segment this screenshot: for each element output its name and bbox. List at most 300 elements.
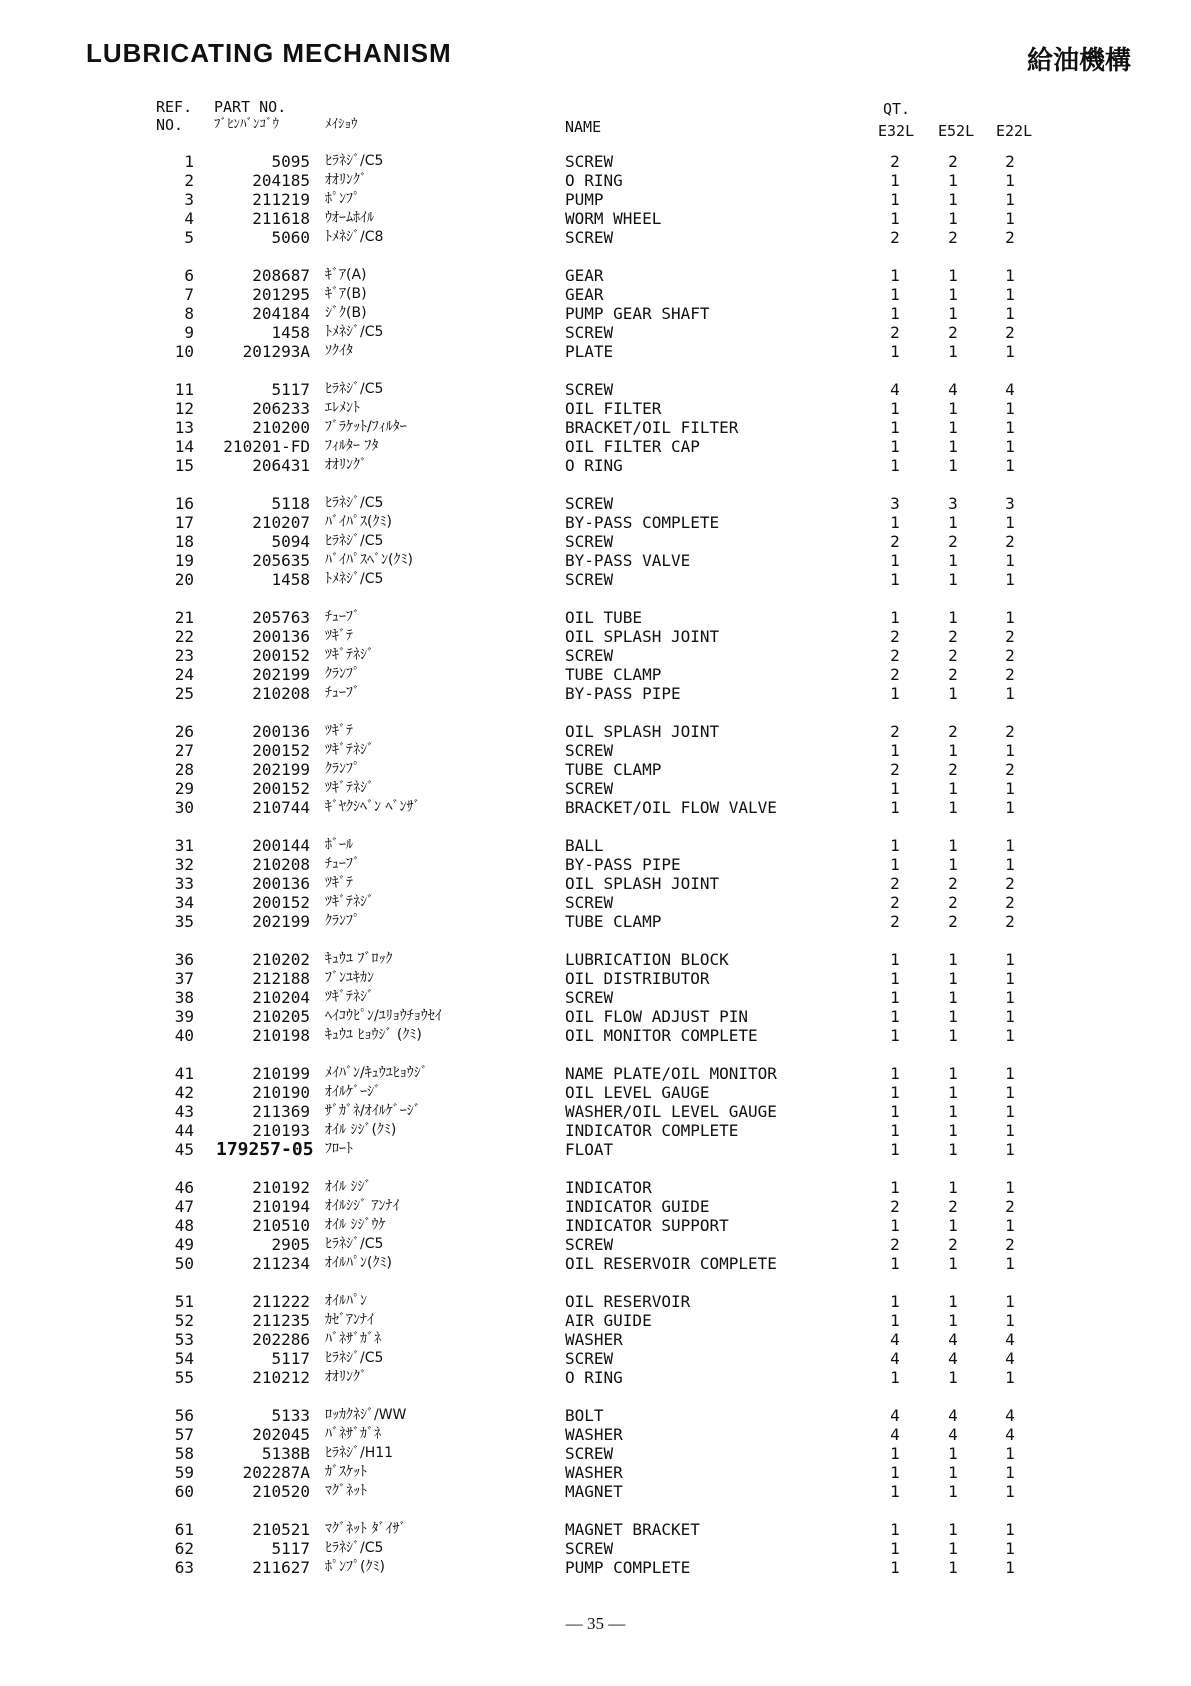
ref-number: 22 bbox=[174, 627, 194, 646]
qty-e22l: 1 bbox=[1005, 1558, 1015, 1577]
qty-e52l: 1 bbox=[948, 266, 958, 285]
part-number: 202287A bbox=[242, 1463, 310, 1482]
table-row bbox=[0, 418, 1191, 437]
part-name: BY-PASS PIPE bbox=[565, 855, 681, 874]
table-row bbox=[0, 1254, 1191, 1273]
ref-number: 44 bbox=[174, 1121, 194, 1140]
ref-number: 28 bbox=[174, 760, 194, 779]
qty-e52l: 1 bbox=[948, 437, 958, 456]
part-name: SCREW bbox=[565, 228, 614, 247]
ref-number: 63 bbox=[174, 1558, 194, 1577]
qty-e32l: 1 bbox=[890, 798, 900, 817]
table-row bbox=[0, 1558, 1191, 1577]
qty-e52l: 1 bbox=[948, 285, 958, 304]
part-name: SCREW bbox=[565, 152, 614, 171]
qty-e32l: 4 bbox=[890, 380, 900, 399]
qty-e52l: 2 bbox=[948, 323, 958, 342]
ref-number: 54 bbox=[174, 1349, 194, 1368]
japanese-name: ｸﾗﾝﾌﾟ bbox=[325, 666, 360, 682]
part-name: PUMP COMPLETE bbox=[565, 1558, 691, 1577]
table-row bbox=[0, 1368, 1191, 1387]
part-number: 202199 bbox=[252, 912, 310, 931]
japanese-name: ﾋﾗﾈｼﾞ/C5 bbox=[325, 153, 384, 169]
part-name: SCREW bbox=[565, 741, 614, 760]
japanese-name: ﾊﾞﾈｻﾞｶﾞﾈ bbox=[325, 1331, 381, 1347]
ref-number: 31 bbox=[174, 836, 194, 855]
qty-e52l: 2 bbox=[948, 722, 958, 741]
qty-e32l: 1 bbox=[890, 1083, 900, 1102]
japanese-name: ﾋﾗﾈｼﾞ/C5 bbox=[325, 1350, 384, 1366]
ref-number: 27 bbox=[174, 741, 194, 760]
qty-e52l: 1 bbox=[948, 950, 958, 969]
row-group bbox=[0, 152, 1191, 247]
part-number: 210192 bbox=[252, 1178, 310, 1197]
qty-e52l: 2 bbox=[948, 228, 958, 247]
qty-e52l: 1 bbox=[948, 1121, 958, 1140]
qty-e32l: 1 bbox=[890, 1121, 900, 1140]
qty-e22l: 2 bbox=[1005, 532, 1015, 551]
header-kana: ﾒｲｼｮｳ bbox=[325, 117, 358, 132]
part-name: TUBE CLAMP bbox=[565, 665, 662, 684]
ref-number: 57 bbox=[174, 1425, 194, 1444]
part-number: 210204 bbox=[252, 988, 310, 1007]
ref-number: 33 bbox=[174, 874, 194, 893]
part-number: 205763 bbox=[252, 608, 310, 627]
part-name: SCREW bbox=[565, 1444, 614, 1463]
row-group bbox=[0, 1520, 1191, 1577]
header-q3: E22L bbox=[996, 122, 1033, 140]
japanese-name: ｴﾚﾒﾝﾄ bbox=[325, 400, 360, 416]
table-row bbox=[0, 760, 1191, 779]
qty-e32l: 1 bbox=[890, 1520, 900, 1539]
ref-number: 62 bbox=[174, 1539, 194, 1558]
qty-e32l: 1 bbox=[890, 1026, 900, 1045]
japanese-name: ｵｵﾘﾝｸﾞ bbox=[325, 172, 367, 188]
ref-number: 11 bbox=[174, 380, 194, 399]
part-name: TUBE CLAMP bbox=[565, 760, 662, 779]
part-number: 210744 bbox=[252, 798, 310, 817]
part-number: 5117 bbox=[271, 1349, 310, 1368]
qty-e22l: 1 bbox=[1005, 969, 1015, 988]
table-row bbox=[0, 494, 1191, 513]
part-number: 201293A bbox=[242, 342, 310, 361]
qty-e32l: 2 bbox=[890, 665, 900, 684]
qty-e22l: 1 bbox=[1005, 399, 1015, 418]
qty-e52l: 1 bbox=[948, 570, 958, 589]
part-name: LUBRICATION BLOCK bbox=[565, 950, 729, 969]
table-row bbox=[0, 1102, 1191, 1121]
qty-e32l: 1 bbox=[890, 342, 900, 361]
row-group bbox=[0, 380, 1191, 475]
qty-e22l: 2 bbox=[1005, 646, 1015, 665]
qty-e52l: 1 bbox=[948, 969, 958, 988]
japanese-name: ｼﾞｸ(B) bbox=[325, 305, 367, 321]
qty-e32l: 1 bbox=[890, 1254, 900, 1273]
japanese-name: ﾊﾞﾈｻﾞｶﾞﾈ bbox=[325, 1426, 381, 1442]
table-row bbox=[0, 1520, 1191, 1539]
qty-e52l: 1 bbox=[948, 209, 958, 228]
part-number: 210207 bbox=[252, 513, 310, 532]
ref-number: 52 bbox=[174, 1311, 194, 1330]
qty-e22l: 1 bbox=[1005, 342, 1015, 361]
part-name: OIL DISTRIBUTOR bbox=[565, 969, 710, 988]
qty-e32l: 1 bbox=[890, 1463, 900, 1482]
qty-e52l: 1 bbox=[948, 171, 958, 190]
ref-number: 5 bbox=[184, 228, 194, 247]
part-name: OIL RESERVOIR bbox=[565, 1292, 691, 1311]
qty-e52l: 1 bbox=[948, 1254, 958, 1273]
qty-e22l: 1 bbox=[1005, 209, 1015, 228]
qty-e52l: 2 bbox=[948, 532, 958, 551]
qty-e52l: 1 bbox=[948, 551, 958, 570]
qty-e22l: 1 bbox=[1005, 1539, 1015, 1558]
qty-e52l: 1 bbox=[948, 1064, 958, 1083]
table-row bbox=[0, 646, 1191, 665]
qty-e22l: 1 bbox=[1005, 1102, 1015, 1121]
japanese-name: ｷﾞﾔｸｼﾍﾞﾝ ﾍﾞﾝｻﾞ bbox=[325, 799, 421, 815]
part-name: MAGNET bbox=[565, 1482, 623, 1501]
qty-e52l: 1 bbox=[948, 1558, 958, 1577]
qty-e32l: 1 bbox=[890, 456, 900, 475]
japanese-name: ﾄﾒﾈｼﾞ/C8 bbox=[325, 229, 384, 245]
qty-e52l: 1 bbox=[948, 1444, 958, 1463]
qty-e32l: 1 bbox=[890, 1064, 900, 1083]
row-group bbox=[0, 266, 1191, 361]
qty-e22l: 1 bbox=[1005, 1026, 1015, 1045]
qty-e52l: 1 bbox=[948, 988, 958, 1007]
part-name: INDICATOR SUPPORT bbox=[565, 1216, 729, 1235]
qty-e52l: 2 bbox=[948, 646, 958, 665]
japanese-name: ｿｸｲﾀ bbox=[325, 343, 353, 359]
qty-e22l: 3 bbox=[1005, 494, 1015, 513]
table-row bbox=[0, 190, 1191, 209]
ref-number: 46 bbox=[174, 1178, 194, 1197]
header-part-line1: PART NO. bbox=[214, 98, 287, 116]
table-row bbox=[0, 1007, 1191, 1026]
part-name: WASHER/OIL LEVEL GAUGE bbox=[565, 1102, 777, 1121]
qty-e32l: 2 bbox=[890, 1197, 900, 1216]
table-row bbox=[0, 627, 1191, 646]
ref-number: 2 bbox=[184, 171, 194, 190]
japanese-name: ﾄﾒﾈｼﾞ/C5 bbox=[325, 571, 384, 587]
qty-e22l: 1 bbox=[1005, 551, 1015, 570]
part-name: WASHER bbox=[565, 1330, 623, 1349]
row-group bbox=[0, 950, 1191, 1045]
qty-e52l: 1 bbox=[948, 1311, 958, 1330]
japanese-name: ﾋﾗﾈｼﾞ/C5 bbox=[325, 1540, 384, 1556]
ref-number: 45 bbox=[174, 1140, 194, 1159]
part-number: 206233 bbox=[252, 399, 310, 418]
ref-number: 43 bbox=[174, 1102, 194, 1121]
qty-e52l: 4 bbox=[948, 1330, 958, 1349]
qty-e22l: 1 bbox=[1005, 304, 1015, 323]
table-row bbox=[0, 988, 1191, 1007]
page-number: — 35 — bbox=[565, 1614, 626, 1633]
ref-number: 20 bbox=[174, 570, 194, 589]
part-number: 211618 bbox=[252, 209, 310, 228]
row-group bbox=[0, 836, 1191, 931]
ref-number: 3 bbox=[184, 190, 194, 209]
japanese-name: ｵｲﾙｹﾞｰｼﾞ bbox=[325, 1084, 381, 1100]
part-name: PLATE bbox=[565, 342, 614, 361]
part-number: 210202 bbox=[252, 950, 310, 969]
japanese-name: ﾂｷﾞﾃﾈｼﾞ bbox=[325, 780, 374, 796]
japanese-name: ﾂｷﾞﾃ bbox=[325, 875, 353, 891]
part-number: 202199 bbox=[252, 760, 310, 779]
ref-number: 61 bbox=[174, 1520, 194, 1539]
part-number: 200136 bbox=[252, 722, 310, 741]
ref-number: 19 bbox=[174, 551, 194, 570]
qty-e22l: 2 bbox=[1005, 760, 1015, 779]
part-name: SCREW bbox=[565, 323, 614, 342]
table-row bbox=[0, 1026, 1191, 1045]
qty-e32l: 1 bbox=[890, 1558, 900, 1577]
qty-e52l: 4 bbox=[948, 1425, 958, 1444]
japanese-name: ﾌﾛｰﾄ bbox=[325, 1141, 353, 1157]
table-row bbox=[0, 1235, 1191, 1254]
qty-e52l: 2 bbox=[948, 152, 958, 171]
parts-table bbox=[0, 152, 1191, 1596]
japanese-name: ﾄﾒﾈｼﾞ/C5 bbox=[325, 324, 384, 340]
part-number: 211219 bbox=[252, 190, 310, 209]
table-row bbox=[0, 950, 1191, 969]
part-number: 208687 bbox=[252, 266, 310, 285]
qty-e32l: 4 bbox=[890, 1425, 900, 1444]
japanese-name: ﾁｭｰﾌﾞ bbox=[325, 685, 360, 701]
table-row bbox=[0, 323, 1191, 342]
part-number: 200152 bbox=[252, 779, 310, 798]
qty-e32l: 2 bbox=[890, 627, 900, 646]
japanese-name: ｷｭｳﾕ ﾌﾞﾛｯｸ bbox=[325, 951, 393, 967]
table-row bbox=[0, 1121, 1191, 1140]
qty-e22l: 1 bbox=[1005, 1368, 1015, 1387]
qty-e22l: 1 bbox=[1005, 266, 1015, 285]
ref-number: 40 bbox=[174, 1026, 194, 1045]
part-number: 210190 bbox=[252, 1083, 310, 1102]
table-row bbox=[0, 532, 1191, 551]
japanese-name: ﾌｨﾙﾀｰ ﾌﾀ bbox=[325, 438, 379, 454]
qty-e32l: 2 bbox=[890, 228, 900, 247]
ref-number: 24 bbox=[174, 665, 194, 684]
japanese-name: ﾁｭｰﾌﾞ bbox=[325, 609, 360, 625]
table-row bbox=[0, 1083, 1191, 1102]
part-name: OIL SPLASH JOINT bbox=[565, 874, 720, 893]
ref-number: 49 bbox=[174, 1235, 194, 1254]
qty-e22l: 1 bbox=[1005, 190, 1015, 209]
japanese-name: ｵｲﾙ ｼｼﾞ(ｸﾐ) bbox=[325, 1122, 397, 1138]
qty-e52l: 3 bbox=[948, 494, 958, 513]
qty-e22l: 2 bbox=[1005, 152, 1015, 171]
ref-number: 29 bbox=[174, 779, 194, 798]
table-row bbox=[0, 798, 1191, 817]
ref-number: 55 bbox=[174, 1368, 194, 1387]
japanese-name: ﾛｯｶｸﾈｼﾞ/WW bbox=[325, 1407, 407, 1423]
ref-number: 37 bbox=[174, 969, 194, 988]
qty-e52l: 1 bbox=[948, 684, 958, 703]
qty-e32l: 1 bbox=[890, 969, 900, 988]
qty-e32l: 4 bbox=[890, 1330, 900, 1349]
part-number: 202286 bbox=[252, 1330, 310, 1349]
qty-e52l: 1 bbox=[948, 1216, 958, 1235]
part-name: TUBE CLAMP bbox=[565, 912, 662, 931]
part-name: GEAR bbox=[565, 266, 604, 285]
qty-e52l: 1 bbox=[948, 1140, 958, 1159]
ref-number: 9 bbox=[184, 323, 194, 342]
part-number: 1458 bbox=[271, 323, 310, 342]
qty-e32l: 1 bbox=[890, 399, 900, 418]
qty-e32l: 2 bbox=[890, 722, 900, 741]
page-title: LUBRICATING MECHANISM bbox=[86, 38, 452, 68]
qty-e52l: 2 bbox=[948, 893, 958, 912]
qty-e32l: 1 bbox=[890, 266, 900, 285]
japanese-name: ｳｵｰﾑﾎｲﾙ bbox=[325, 210, 374, 226]
qty-e52l: 1 bbox=[948, 1083, 958, 1102]
japanese-name: ﾎﾟﾝﾌﾟ(ｸﾐ) bbox=[325, 1559, 385, 1575]
table-row bbox=[0, 836, 1191, 855]
part-name: WASHER bbox=[565, 1463, 623, 1482]
part-number: 211369 bbox=[252, 1102, 310, 1121]
qty-e22l: 1 bbox=[1005, 1520, 1015, 1539]
qty-e32l: 1 bbox=[890, 779, 900, 798]
qty-e52l: 1 bbox=[948, 1463, 958, 1482]
table-row bbox=[0, 969, 1191, 988]
part-name: SCREW bbox=[565, 779, 614, 798]
qty-e52l: 4 bbox=[948, 1349, 958, 1368]
part-number: 211627 bbox=[252, 1558, 310, 1577]
qty-e22l: 1 bbox=[1005, 1254, 1015, 1273]
japanese-name: ｵｲﾙﾊﾟﾝ bbox=[325, 1293, 367, 1309]
ref-number: 36 bbox=[174, 950, 194, 969]
qty-e22l: 1 bbox=[1005, 741, 1015, 760]
ref-number: 10 bbox=[174, 342, 194, 361]
ref-number: 21 bbox=[174, 608, 194, 627]
qty-e32l: 1 bbox=[890, 1007, 900, 1026]
qty-e52l: 2 bbox=[948, 627, 958, 646]
part-name: OIL FILTER bbox=[565, 399, 662, 418]
qty-e52l: 1 bbox=[948, 1178, 958, 1197]
part-number: 211222 bbox=[252, 1292, 310, 1311]
part-name: WORM WHEEL bbox=[565, 209, 662, 228]
part-name: SCREW bbox=[565, 988, 614, 1007]
ref-number: 42 bbox=[174, 1083, 194, 1102]
qty-e52l: 1 bbox=[948, 1482, 958, 1501]
japanese-name: ｻﾞｶﾞﾈ/ｵｲﾙｹﾞｰｼﾞ bbox=[325, 1103, 421, 1119]
qty-e32l: 1 bbox=[890, 285, 900, 304]
qty-e52l: 1 bbox=[948, 418, 958, 437]
table-row bbox=[0, 722, 1191, 741]
header-ref bbox=[156, 98, 192, 134]
table-row bbox=[0, 1463, 1191, 1482]
qty-e32l: 4 bbox=[890, 1406, 900, 1425]
part-name: OIL FILTER CAP bbox=[565, 437, 700, 456]
japanese-name: ﾌﾞﾗｹｯﾄ/ﾌｨﾙﾀｰ bbox=[325, 419, 407, 435]
qty-e52l: 2 bbox=[948, 760, 958, 779]
ref-number: 17 bbox=[174, 513, 194, 532]
table-row bbox=[0, 380, 1191, 399]
japanese-name: ﾊﾞｲﾊﾟｽ(ｸﾐ) bbox=[325, 514, 392, 530]
ref-number: 12 bbox=[174, 399, 194, 418]
japanese-name: ﾂｷﾞﾃﾈｼﾞ bbox=[325, 647, 374, 663]
ref-number: 16 bbox=[174, 494, 194, 513]
qty-e32l: 2 bbox=[890, 646, 900, 665]
part-name: BOLT bbox=[565, 1406, 604, 1425]
qty-e22l: 4 bbox=[1005, 1406, 1015, 1425]
qty-e22l: 1 bbox=[1005, 608, 1015, 627]
qty-e22l: 2 bbox=[1005, 665, 1015, 684]
qty-e52l: 1 bbox=[948, 1102, 958, 1121]
part-name: PUMP GEAR SHAFT bbox=[565, 304, 710, 323]
qty-e22l: 1 bbox=[1005, 1121, 1015, 1140]
table-row bbox=[0, 665, 1191, 684]
part-number: 179257-05 bbox=[216, 1139, 314, 1160]
table-row bbox=[0, 171, 1191, 190]
qty-e22l: 1 bbox=[1005, 418, 1015, 437]
qty-e22l: 2 bbox=[1005, 722, 1015, 741]
part-name: SCREW bbox=[565, 494, 614, 513]
qty-e32l: 1 bbox=[890, 551, 900, 570]
part-name: SCREW bbox=[565, 893, 614, 912]
qty-e52l: 1 bbox=[948, 1368, 958, 1387]
qty-e22l: 2 bbox=[1005, 912, 1015, 931]
qty-e22l: 2 bbox=[1005, 1197, 1015, 1216]
part-name: PUMP bbox=[565, 190, 604, 209]
part-name: SCREW bbox=[565, 570, 614, 589]
japanese-name: ｷﾞｱ(B) bbox=[325, 286, 367, 302]
qty-e52l: 1 bbox=[948, 304, 958, 323]
table-row bbox=[0, 152, 1191, 171]
part-number: 211234 bbox=[252, 1254, 310, 1273]
part-number: 204184 bbox=[252, 304, 310, 323]
japanese-name: ﾋﾗﾈｼﾞ/C5 bbox=[325, 495, 384, 511]
header-ref-line2: NO. bbox=[156, 116, 184, 134]
table-row bbox=[0, 437, 1191, 456]
table-row bbox=[0, 855, 1191, 874]
japanese-name: ﾂｷﾞﾃﾈｼﾞ bbox=[325, 989, 374, 1005]
part-name: BY-PASS VALVE bbox=[565, 551, 691, 570]
table-row bbox=[0, 1349, 1191, 1368]
part-name: OIL MONITOR COMPLETE bbox=[565, 1026, 758, 1045]
ref-number: 51 bbox=[174, 1292, 194, 1311]
qty-e52l: 4 bbox=[948, 380, 958, 399]
row-group bbox=[0, 1178, 1191, 1273]
qty-e22l: 1 bbox=[1005, 1140, 1015, 1159]
qty-e22l: 1 bbox=[1005, 684, 1015, 703]
qty-e22l: 1 bbox=[1005, 855, 1015, 874]
row-group bbox=[0, 494, 1191, 589]
table-row bbox=[0, 912, 1191, 931]
part-number: 200136 bbox=[252, 874, 310, 893]
japanese-name: ｵｲﾙｼｼﾞ ｱﾝﾅｲ bbox=[325, 1198, 400, 1214]
qty-e32l: 2 bbox=[890, 874, 900, 893]
qty-e22l: 1 bbox=[1005, 1311, 1015, 1330]
qty-e22l: 4 bbox=[1005, 380, 1015, 399]
qty-e32l: 1 bbox=[890, 190, 900, 209]
qty-e32l: 4 bbox=[890, 1349, 900, 1368]
ref-number: 23 bbox=[174, 646, 194, 665]
japanese-name: ﾍｲｺｳﾋﾟﾝ/ﾕﾘｮｳﾁｮｳｾｲ bbox=[325, 1008, 442, 1024]
table-row bbox=[0, 456, 1191, 475]
part-name: FLOAT bbox=[565, 1140, 614, 1159]
qty-e52l: 1 bbox=[948, 190, 958, 209]
part-name: SCREW bbox=[565, 380, 614, 399]
ref-number: 56 bbox=[174, 1406, 194, 1425]
ref-number: 13 bbox=[174, 418, 194, 437]
table-row bbox=[0, 342, 1191, 361]
part-number: 210200 bbox=[252, 418, 310, 437]
part-name: OIL SPLASH JOINT bbox=[565, 722, 720, 741]
part-name: O RING bbox=[565, 456, 623, 475]
part-number: 200136 bbox=[252, 627, 310, 646]
